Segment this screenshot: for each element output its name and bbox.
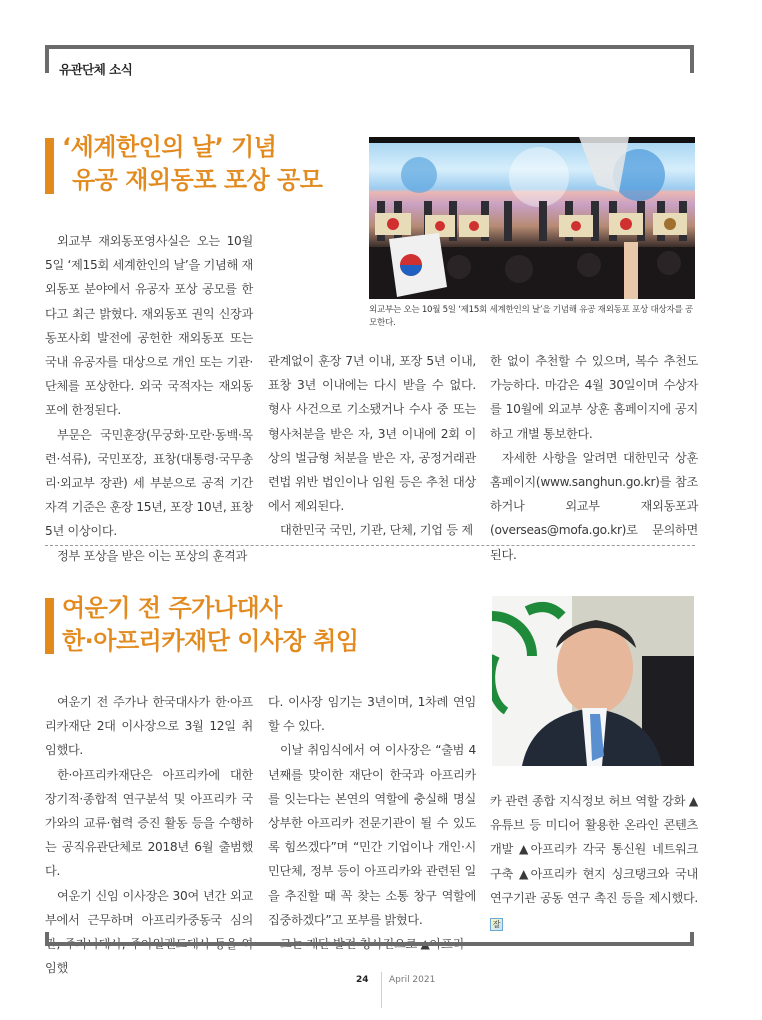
paragraph: 한 없이 추천할 수 있으며, 복수 추천도 가능하다. 마감은 4월 30일이며 수상자를 10월에 외교부 상훈 홈페이지에 공지하고 개별 통보한다. [490,354,698,441]
article1-column-3 [490,349,698,567]
paragraph: 이날 취임식에서 여 이사장은 “출범 4년째를 맞이한 재단이 한국과 아프리카를 잇는다는 본연의 역할에 충실해 명실상부한 아프리카 전문기관이 될 수 있도록 힘쓰겠다”며 “민간 기업이나 개인·시민단체, 정부 등이 아프리카와 관련된 일을 추진할 때 꼭 찾는 소통 창구 역할에 집중하겠다”고 포부를 밝혔다. [268,743,476,927]
article2-column-3 [490,789,698,934]
article2-title-line1: 여운기 전 주가나대사 [62,594,282,622]
paragraph: 한·아프리카재단은 아프리카에 대한 장기적·종합적 연구분석 및 아프리카 국가와의 교류·협력 증진 활동 등을 수행하는 공직유관단체로 2018년 6월 출범했다. [45,767,253,879]
article1-title-line2: 유공 재외동포 포상 공모 [72,166,323,194]
article2-portrait-photo [492,596,694,766]
paragraph-text: 카 관련 종합 지식정보 허브 역할 강화 ▲유튜브 등 미디어 활용한 온라인 콘텐츠 개발 ▲아프리카 각국 통신원 네트워크 구축 ▲아프리카 현지 싱크탱크와 국내 연구기관 공동 연구 촉진 등을 제시했다. [490,794,698,905]
issue-date: April 2021 [389,975,436,985]
paragraph: 관계없이 훈장 7년 이내, 포장 5년 이내, 표창 3년 이내에는 다시 받을 수 없다. 형사 사건으로 기소됐거나 수사 중 또는 형사처분을 받은 자, 3년 이내에 2회 이상의 벌금형 처분을 받은 자, 공정거래관련법 위반 법인이나 임원 등은 추천 대상에서 제외된다. [268,354,476,514]
article1-photo-caption: 외교부는 오는 10월 5일 ‘제15회 세계한인의 날’을 기념해 유공 재외동포 포상 대상자를 공모한다. [369,305,693,328]
article1-photo [369,137,695,299]
page-number: 24 [356,975,369,985]
article1-title-line1: ‘세계한인의 날’ 기념 [62,133,277,161]
paragraph: 여운기 신임 이사장은 30여 년간 외교부에서 근무하며 아프리카중동국 심의관, 주가나대사, 주아일랜드대사 등을 역임했 [45,888,253,976]
paragraph: 그는 재단 발전 청사진으로 ▲아프리 [280,937,464,952]
paragraph: 여운기 전 주가나 한국대사가 한·아프리카재단 2대 이사장으로 3월 12일 취임했다. [45,695,253,758]
paragraph: 정부 포상을 받은 이는 포상의 훈격과 [57,548,247,563]
paragraph: 대한민국 국민, 기관, 단체, 기업 등 제 [280,523,473,538]
page-frame-top [45,45,694,73]
paragraph: 다. 이사장 임기는 3년이며, 1차례 연임할 수 있다. [268,695,476,734]
article1-column-2 [268,349,476,543]
footer-separator [381,972,382,1008]
headline-accent-bar [45,138,54,194]
paragraph: 자세한 사항을 알려면 대한민국 상훈 홈페이지(www.sanghun.go.kr)를 참조하거나 외교부 재외동포과(overseas@mofa.go.kr)로 문의하면 된다. [490,450,698,562]
section-label: 유관단체 소식 [59,62,133,77]
article1-column-1 [45,229,253,568]
headline-accent-bar [45,598,54,654]
paragraph: 외교부 재외동포영사실은 오는 10월 5일 ‘제15회 세계한인의 날’을 기념해 재외동포 분야에서 유공자 포상 공모를 한다고 최근 밝혔다. 재외동포 권익 신장과 동포사회 발전에 공헌한 재외동포 또는 국내 유공자를 대상으로 개인 또는 기관·단체를 포상한다. 외국 국적자는 재외동포에 한정된다. [45,234,254,418]
article2-column-2 [268,690,476,956]
section-divider [45,545,695,546]
paragraph [490,789,698,934]
page-frame-bottom [45,932,694,946]
article-end-mark-icon: 잘 [490,918,503,931]
paragraph: 부문은 국민훈장(무궁화·모란·동백·목련·석류), 국민포장, 표창(대통령·국무총리·외교부 장관) 세 부분으로 공적 기간 자격 기준은 훈장 15년, 포장 10년, 표창 5년 이상이다. [45,427,253,539]
article2-title-line2: 한·아프리카재단 이사장 취임 [62,627,359,655]
